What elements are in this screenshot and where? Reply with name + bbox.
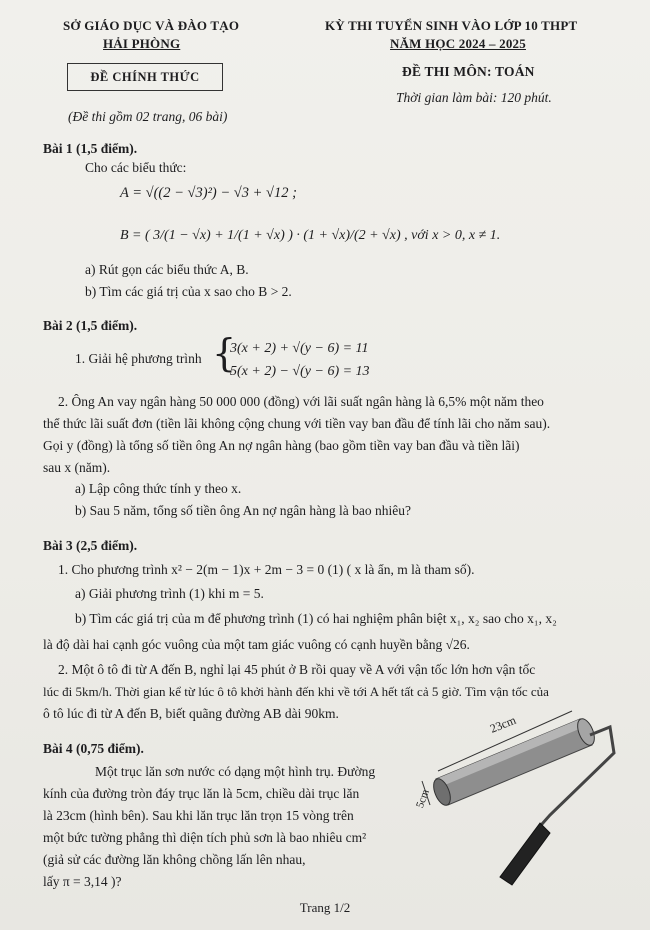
diameter-label: 5cm — [414, 787, 432, 810]
bai2-part-b: b) Sau 5 năm, tổng số tiền ông An nợ ngân hàng là bao nhiêu? — [75, 503, 411, 518]
system-eq1: 3(x + 2) + √(y − 6) = 11 — [230, 341, 369, 356]
dept-name: SỞ GIÁO DỤC VÀ ĐÀO TẠO — [63, 18, 240, 33]
page-number: Trang 1/2 — [299, 900, 351, 915]
bai4-line4: một bức tường phẳng thì diện tích phủ sơn là bao nhiêu cm² — [43, 830, 367, 845]
bai4-line3: là 23cm (hình bên). Sau khi lăn trục lăn trọn 15 vòng trên — [43, 808, 354, 823]
system-eq2: 5(x + 2) − √(y − 6) = 13 — [230, 364, 370, 379]
paint-roller-figure — [400, 705, 635, 890]
bai1-part-b: b) Tìm các giá trị của x sao cho B > 2. — [85, 284, 292, 299]
time-limit: Thời gian làm bài: 120 phút. — [396, 90, 552, 105]
expr-b: B = ( 3/(1 − √x) + 1/(1 + √x) ) · (1 + √x)/(2 + √x) , với x > 0, x ≠ 1. — [120, 228, 501, 243]
bai4-line6: lấy π = 3,14 )? — [43, 874, 122, 889]
exam-title: KỲ THI TUYỂN SINH VÀO LỚP 10 THPT — [325, 18, 578, 33]
city-name: HẢI PHÒNG — [103, 36, 181, 51]
bai2-part-a: a) Lập công thức tính y theo x. — [75, 481, 242, 496]
bai2-q2-line1: 2. Ông An vay ngân hàng 50 000 000 (đồng) với lãi suất ngân hàng là 6,5% một năm theo — [58, 394, 544, 409]
expr-a: A = √((2 − √3)²) − √3 + √12 ; — [120, 185, 297, 201]
bai1-part-a: a) Rút gọn các biểu thức A, B. — [85, 262, 249, 277]
bai3-q1: 1. Cho phương trình x² − 2(m − 1)x + 2m − 3 = 0 (1) ( x là ẩn, m là tham số). — [58, 562, 475, 577]
bai2-q2-line4: sau x (năm). — [43, 460, 111, 475]
bai3-q2-line1: 2. Một ô tô đi từ A đến B, nghỉ lại 45 phút ở B rồi quay về A với vận tốc lớn hơn vận tốc — [58, 662, 536, 677]
bai3-part-a: a) Giải phương trình (1) khi m = 5. — [75, 586, 264, 601]
bai4-line1: Một trục lăn sơn nước có dạng một hình trụ. Đường — [95, 764, 376, 779]
bai4-line2: kính của đường tròn đáy trục lăn là 5cm, chiều dài trục lăn — [43, 786, 360, 801]
bai1-intro: Cho các biểu thức: — [85, 160, 187, 175]
bai2-q1: 1. Giải hệ phương trình — [75, 351, 202, 366]
official-exam-badge: ĐỀ CHÍNH THỨC — [67, 63, 223, 91]
bai1-title: Bài 1 (1,5 điểm). — [43, 141, 138, 156]
length-label: 23cm — [487, 712, 518, 736]
bai3-part-b-line1: b) Tìm các giá trị của m để phương trình (1) có hai nghiệm phân biệt x₁, x₂ sao cho x₁, x₂ — [75, 611, 557, 626]
bai2-title: Bài 2 (1,5 điểm). — [43, 318, 138, 333]
school-year: NĂM HỌC 2024 – 2025 — [390, 36, 526, 51]
system-brace: { — [212, 331, 237, 375]
bai3-q2-line3: ô tô lúc đi từ A đến B, biết quãng đường AB dài 90km. — [43, 706, 339, 721]
bai4-title: Bài 4 (0,75 điểm). — [43, 741, 144, 756]
roller-handle — [500, 823, 550, 885]
bai2-q2-line2: thể thức lãi suất đơn (tiền lãi không cộng chung với tiền vay ban đầu để tính lãi cho năm sau). — [43, 416, 551, 431]
subject: ĐỀ THI MÔN: TOÁN — [402, 64, 535, 79]
bai3-title: Bài 3 (2,5 điểm). — [43, 538, 138, 553]
pages-note: (Đề thi gồm 02 trang, 06 bài) — [68, 109, 228, 124]
bai3-part-b-line2: là độ dài hai cạnh góc vuông của một tam giác vuông có cạnh huyền bằng √26. — [43, 637, 470, 652]
bai2-q2-line3: Gọi y (đồng) là tổng số tiền ông An nợ ngân hàng (bao gồm tiền vay ban đầu và tiền lãi) — [43, 438, 520, 453]
bai4-line5: (giả sử các đường lăn không chồng lấn lên nhau, — [43, 852, 306, 867]
bai3-q2-line2: lúc đi 5km/h. Thời gian kể từ lúc ô tô khởi hành đến khi về tới A hết tất cả 5 giờ. Tìm vận tốc của — [43, 684, 549, 699]
